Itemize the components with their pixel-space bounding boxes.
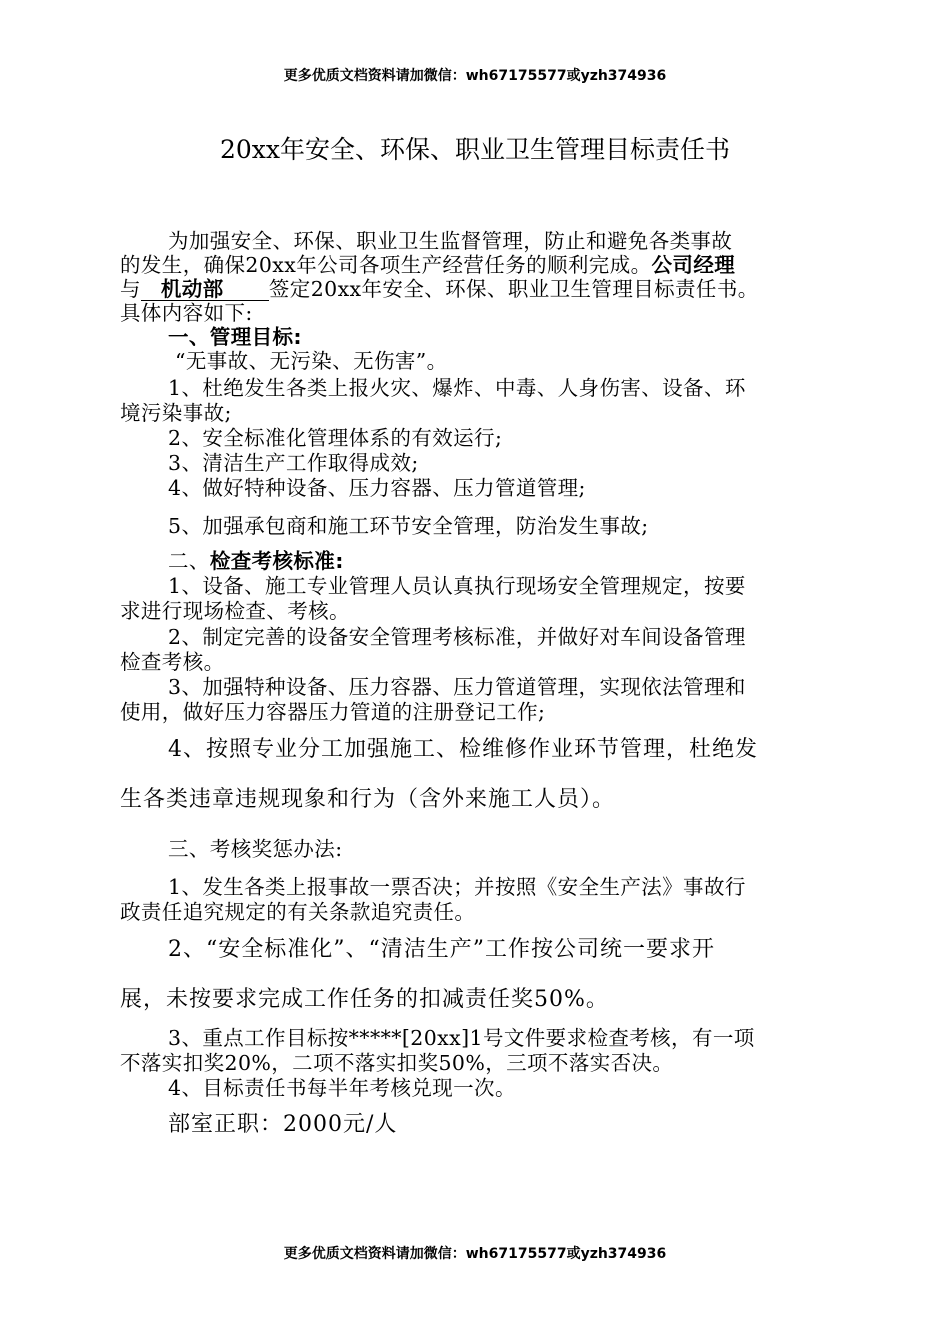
section-1-item-3: 3、清洁生产工作取得成效; [168, 451, 419, 475]
section-2-item-1a: 1、设备、施工专业管理人员认真执行现场安全管理规定，按要 [168, 574, 746, 598]
section-1-item-1a: 1、杜绝发生各类上报火灾、爆炸、中毒、人身伤害、设备、环 [168, 376, 746, 400]
section-3-item-4: 4、目标责任书每半年考核兑现一次。 [168, 1076, 516, 1100]
party-b: 机动部 [141, 278, 269, 301]
section-3-item-3a: 3、重点工作目标按*****[20xx]1号文件要求检查考核，有一项 [168, 1026, 755, 1050]
intro-line-1: 为加强安全、环保、职业卫生监督管理，防止和避免各类事故 [168, 229, 733, 253]
section-3-item-3b: 不落实扣奖20%，二项不落实扣奖50%，三项不落实否决。 [120, 1051, 674, 1075]
section-1-item-1b: 境污染事故; [120, 401, 232, 425]
document-title: 20xx年安全、环保、职业卫生管理目标责任书 [219, 135, 730, 164]
page-footer: 更多优质文档资料请加微信：wh67175577或yzh374936 [283, 1246, 667, 1262]
section-1-item-4: 4、做好特种设备、压力容器、压力管道管理; [168, 476, 586, 500]
party-a: 公司经理 [651, 253, 736, 277]
section-2-item-2a: 2、制定完善的设备安全管理考核标准，并做好对车间设备管理 [168, 625, 746, 649]
section-2-item-2b: 检查考核。 [120, 650, 225, 674]
section-3-item-2b: 展，未按要求完成工作任务的扣减责任奖50%。 [120, 987, 609, 1012]
section-2-item-1b: 求进行现场检查、考核。 [120, 599, 350, 623]
section-1-item-5: 5、加强承包商和施工环节安全管理，防治发生事故; [168, 514, 649, 538]
page-header: 更多优质文档资料请加微信：wh67175577或yzh374936 [283, 68, 667, 84]
section-3-item-1b: 政责任追究规定的有关条款追究责任。 [120, 900, 476, 924]
section-1-heading: 一、管理目标: [168, 325, 302, 349]
section-2-item-4a: 4、按照专业分工加强施工、检维修作业环节管理，杜绝发 [168, 737, 758, 762]
section-1-item-2: 2、安全标准化管理体系的有效运行; [168, 426, 503, 450]
section-2-item-3b: 使用，做好压力容器压力管道的注册登记工作; [120, 700, 546, 724]
section-2-item-3a: 3、加强特种设备、压力容器、压力管道管理，实现依法管理和 [168, 675, 746, 699]
section-3-heading: 三、考核奖惩办法: [168, 837, 343, 861]
intro-line-3: 与 机动部 签定20xx年安全、环保、职业卫生管理目标责任书。 [120, 277, 759, 301]
section-2-item-4b: 生各类违章违规现象和行为（含外来施工人员）。 [120, 787, 616, 812]
section-1-slogan: “无事故、无污染、无伤害”。 [175, 349, 448, 373]
section-3-item-1a: 1、发生各类上报事故一票否决；并按照《安全生产法》事故行 [168, 875, 746, 899]
section-3-item-5: 部室正职：2000元/人 [168, 1112, 398, 1137]
intro-line-2: 的发生，确保20xx年公司各项生产经营任务的顺利完成。公司经理 [120, 253, 736, 277]
section-3-item-2a: 2、“安全标准化”、“清洁生产”工作按公司统一要求开 [168, 937, 715, 962]
section-2-heading: 二、检查考核标准: [168, 549, 344, 573]
intro-line-4: 具体内容如下: [120, 301, 253, 325]
